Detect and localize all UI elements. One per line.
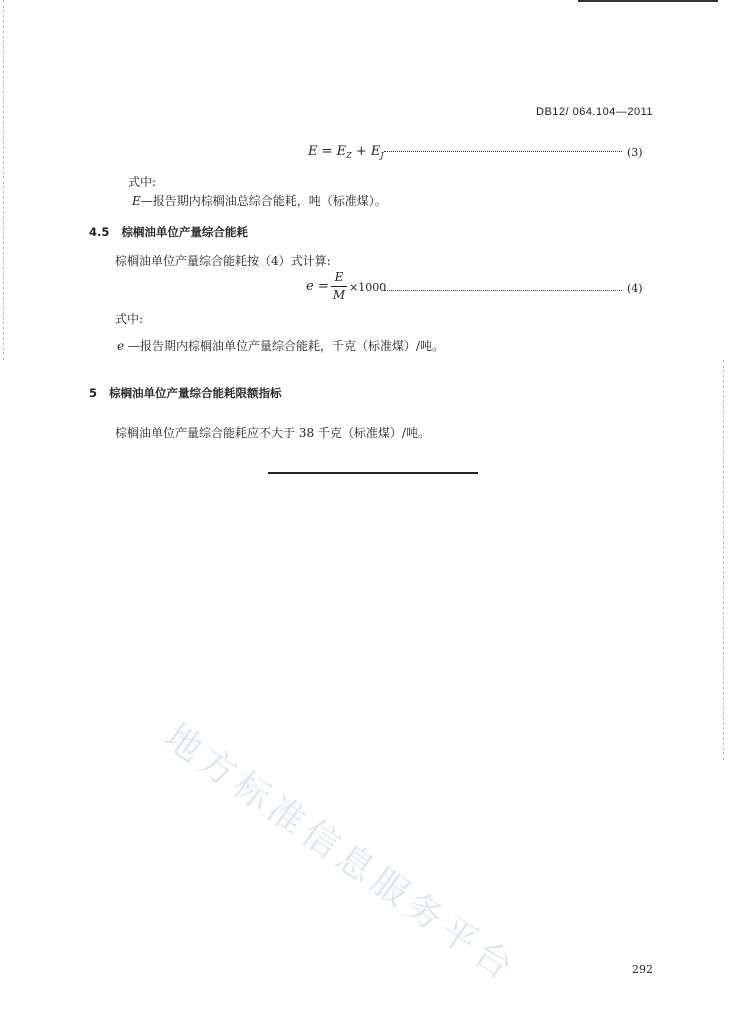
section-5-title: 棕榈油单位产量综合能耗限额指标 <box>109 386 282 400</box>
section-5-number: 5 <box>89 386 98 400</box>
eq3-leader-dots <box>384 150 622 152</box>
section-4-5-heading <box>89 224 248 240</box>
eq3-term1-subscript: Z <box>346 151 352 160</box>
end-of-text-rule <box>268 472 478 474</box>
where2-symbol: e <box>117 339 125 353</box>
standard-code: DB12/ 064.104—2011 <box>536 106 654 118</box>
eq4-factor: ×1000 <box>349 281 387 294</box>
eq3-plus: + <box>351 144 371 159</box>
top-rule <box>578 0 718 2</box>
section-4-5-number: 4.5 <box>89 225 110 239</box>
where2-description: 报告期内棕榈油单位产量综合能耗，千克（标准煤）/吨。 <box>139 339 444 353</box>
section-4-5-title: 棕榈油单位产量综合能耗 <box>121 225 248 239</box>
eq3-term2: E <box>370 144 381 159</box>
page-number: 292 <box>632 963 653 976</box>
section-5-heading <box>89 385 282 401</box>
equation-3 <box>308 144 384 159</box>
eq3-term1: E <box>336 144 347 159</box>
eq3-equals: = <box>317 144 337 159</box>
eq4-fraction-bar <box>331 286 347 287</box>
eq4-lhs <box>306 279 329 294</box>
eq4-denominator: M <box>332 288 346 302</box>
where-definition-1 <box>132 192 387 209</box>
section-5-paragraph: 棕榈油单位产量综合能耗应不大于 38 千克（标准煤）/吨。 <box>115 426 430 440</box>
eq3-lhs: E <box>308 144 318 159</box>
watermark: 地方标准信息服务平台 <box>156 716 525 991</box>
scan-edge-right <box>723 360 725 760</box>
eq4-number: (4) <box>627 282 643 295</box>
section-4-5-paragraph: 棕榈油单位产量综合能耗按（4）式计算: <box>115 254 331 268</box>
eq4-lhs-symbol: e <box>306 279 314 294</box>
where1-symbol: E <box>132 194 141 208</box>
eq3-term2-subscript: J <box>380 151 384 160</box>
where-label-1: 式中: <box>128 175 157 189</box>
eq4-numerator: E <box>334 270 344 284</box>
where1-dash: — <box>140 194 153 208</box>
where2-dash: — <box>124 339 140 353</box>
scan-edge-left <box>3 0 5 360</box>
where-label-2: 式中: <box>115 312 144 326</box>
eq4-leader-dots <box>384 289 622 291</box>
where1-description: 报告期内棕榈油总综合能耗，吨（标准煤）。 <box>152 194 387 208</box>
eq4-equals: = <box>313 279 329 294</box>
eq3-number: (3) <box>627 146 643 159</box>
where-definition-2 <box>117 337 444 354</box>
eq4-fraction <box>331 270 347 303</box>
